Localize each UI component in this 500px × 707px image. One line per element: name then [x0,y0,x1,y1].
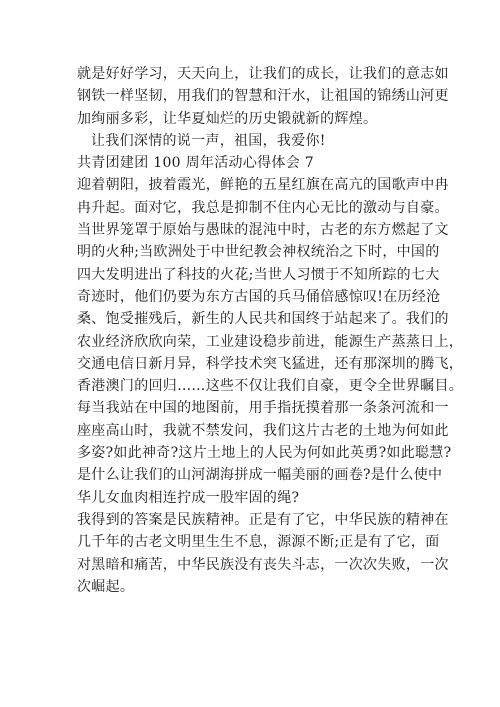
text-line: 多姿?如此神奇?这片土地上的人民为何如此英勇?如此聪慧? [77,445,452,462]
section-title: 共青团建团 100 周年活动心得体会 7 [77,155,314,172]
text-line: 次崛起。 [77,578,135,595]
text-line: 华儿女血肉相连拧成一股牢固的绳? [77,489,300,506]
text-line: 冉升起。面对它，我总是抑制不住内心无比的激动与自豪。 [77,199,449,216]
text-line: 交通电信日新月异，科学技术突飞猛进，还有那深圳的腾飞， [77,355,464,372]
document-body [77,63,464,598]
text-line: 加绚丽多彩，让华夏灿烂的历史锻就新的辉煌。 [77,110,378,127]
text-line: 几千年的古老文明里生生不息，源源不断;正是有了它，面 [77,534,440,551]
text-line: 农业经济欣欣向荣，工业建设稳步前进，能源生产蒸蒸日上， [77,333,464,350]
text-line: 桑、饱受摧残后，新生的人民共和国终于站起来了。我们的 [77,311,449,328]
text-line: 四大发明进出了科技的火花;当世人习惯于不知所踪的七大 [77,266,440,283]
text-line: 钢铁一样坚韧，用我们的智慧和汗水，让祖国的锦绣山河更 [77,88,449,105]
text-line: 对黑暗和痛苦，中华民族没有丧失斗志，一次次失败，一次 [77,556,449,573]
text-line: 每当我站在中国的地图前，用手指抚摸着那一条条河流和一 [77,400,449,417]
text-line: 当世界笼罩于原始与愚昧的混沌中时，古老的东方燃起了文 [77,222,449,239]
text-line: 我得到的答案是民族精神。正是有了它，中华民族的精神在 [77,511,449,528]
text-line: 迎着朝阳，披着霞光，鲜艳的五星红旗在高亢的国歌声中冉 [77,177,449,194]
text-line: 奇迹时，他们仍要为东方古国的兵马俑倍感惊叹!在历经沧 [77,288,441,305]
text-line: 香港澳门的回归……这些不仅让我们自豪，更令全世界瞩目。 [77,378,464,395]
text-line: 明的火种;当欧洲处于中世纪教会神权统治之下时，中国的 [77,244,440,261]
text-line: 让我们深情的说一声，祖国，我爱你! [91,132,326,149]
text-line: 座座高山时，我就不禁发问，我们这片古老的土地为何如此 [77,422,449,439]
text-line: 就是好好学习，天天向上，让我们的成长，让我们的意志如 [77,66,449,82]
text-line: 是什么让我们的山河湖海拼成一幅美丽的画卷?是什么使中 [77,467,443,484]
